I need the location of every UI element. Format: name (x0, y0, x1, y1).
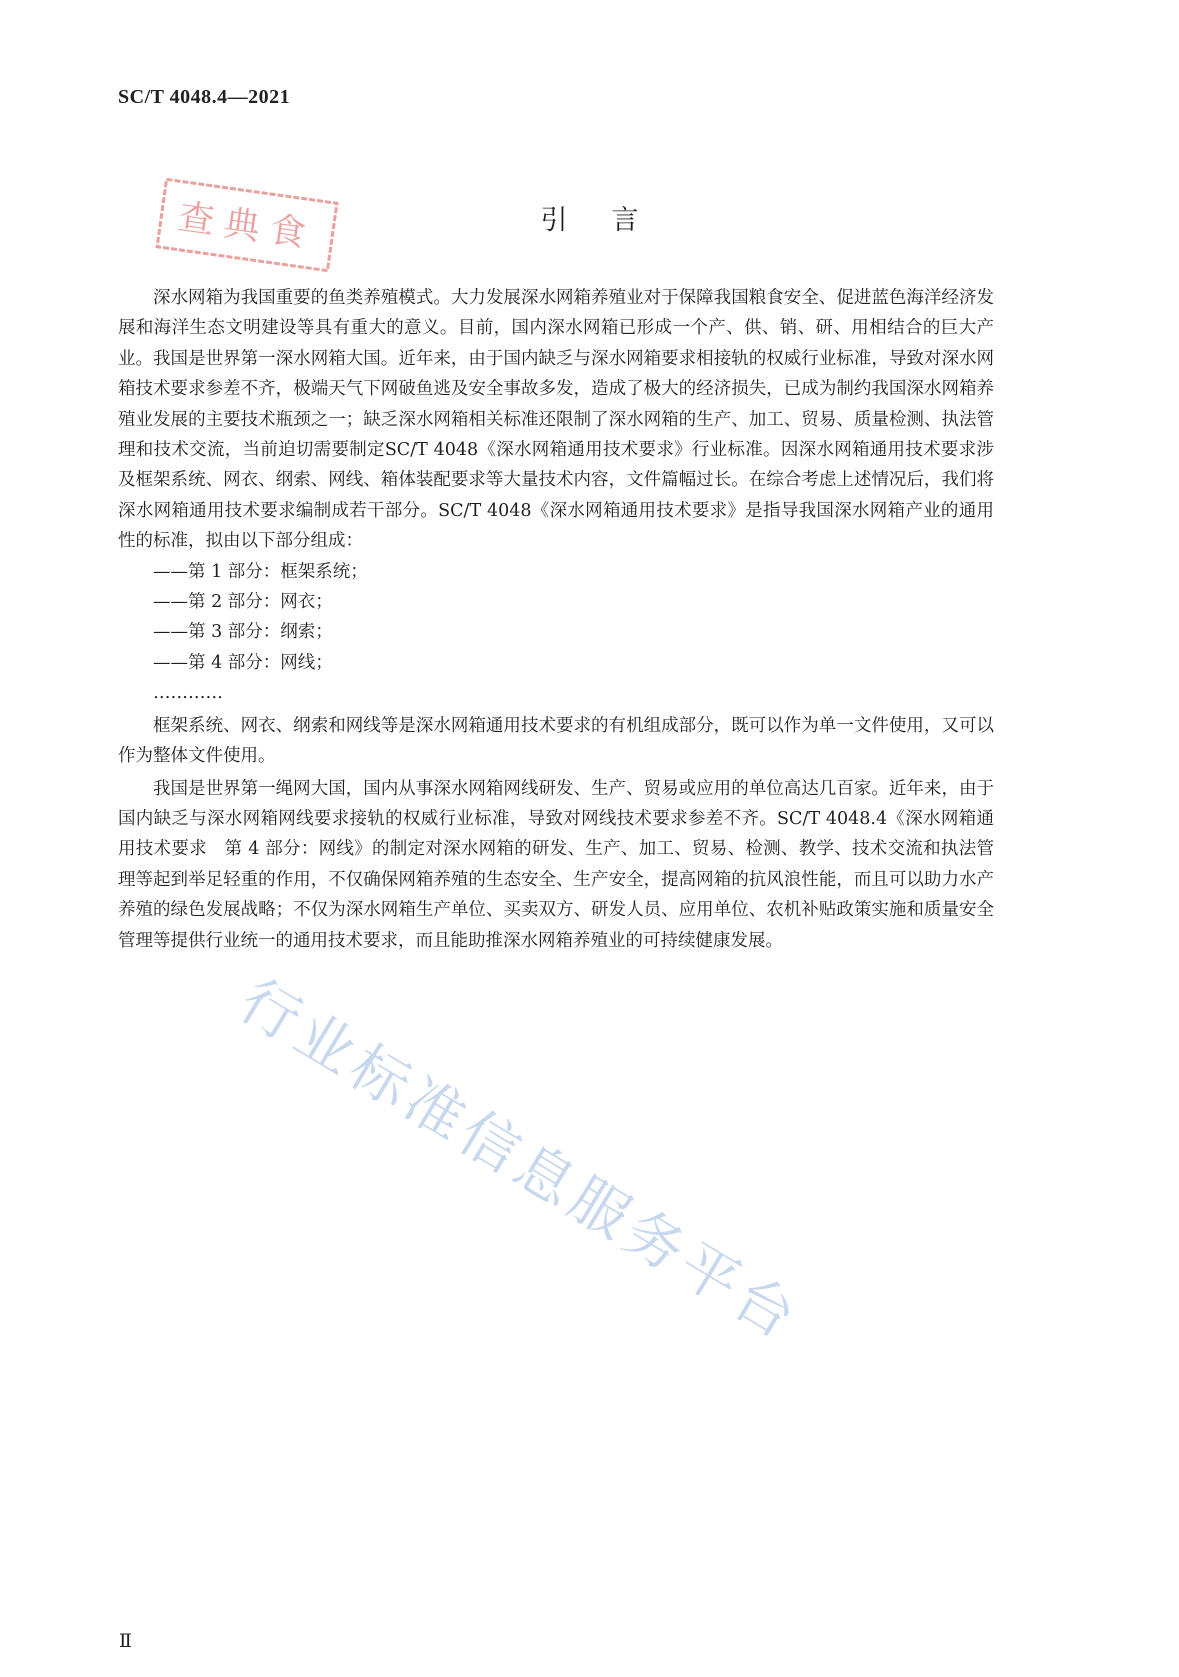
paragraph-intro: 深水网箱为我国重要的鱼类养殖模式。大力发展深水网箱养殖业对于保障我国粮食安全、促进蓝色海洋经济发展和海洋生态文明建设等具有重大的意义。目前，国内深水网箱已形成一个产、供、销、研、用相结合的巨大产业。我国是世界第一深水网箱大国。近年来，由于国内缺乏与深水网箱要求相接轨的权威行业标准，导致对深水网箱技术要求参差不齐，极端天气下网破鱼逃及安全事故多发，造成了极大的经济损失，已成为制约我国深水网箱养殖业发展的主要技术瓶颈之一；缺乏深水网箱相关标准还限制了深水网箱的生产、加工、贸易、质量检测、执法管理和技术交流，当前迫切需要制定SC/T 4048《深水网箱通用技术要求》行业标准。因深水网箱通用技术要求涉及框架系统、网衣、纲索、网线、箱体装配要求等大量技术内容，文件篇幅过长。在综合考虑上述情况后，我们将深水网箱通用技术要求编制成若干部分。SC/T 4048《深水网箱通用技术要求》是指导我国深水网箱产业的通用性的标准，拟由以下部分组成： (118, 288, 994, 552)
document-body (118, 283, 994, 956)
list-ellipsis: ………… (153, 683, 223, 704)
paragraph-net-twine: 我国是世界第一绳网大国，国内从事深水网箱网线研发、生产、贸易或应用的单位高达几百家。近年来，由于国内缺乏与深水网箱网线要求接轨的权威行业标准，导致对网线技术要求参差不齐。SC/T 4048.4《深水网箱通用技术要求 第 4 部分：网线》的制定对深水网箱的研发、生产、加工、贸易、检测、教学、技术交流和执法管理等起到举足轻重的作用，不仅确保网箱养殖的生态安全、生产安全，提高网箱的抗风浪性能，而且可以助力水产养殖的绿色发展战略；不仅为深水网箱生产单位、买卖双方、研发人员、应用单位、农机补贴政策实施和质量安全管理等提供行业统一的通用技术要求，而且能助推深水网箱养殖业的可持续健康发展。 (118, 778, 994, 951)
list-item-part-2: ——第 2 部分：网衣； (153, 592, 333, 613)
watermark: 行业标准信息服务平台 (228, 966, 812, 1355)
paragraph-components: 框架系统、网衣、纲索和网线等是深水网箱通用技术要求的有机组成部分，既可以作为单一文件使用，又可以作为整体文件使用。 (118, 715, 994, 767)
stamp-text: 查典食 (175, 196, 318, 257)
list-item-part-4: ——第 4 部分：网线； (153, 652, 333, 673)
standard-code: SC/T 4048.4—2021 (118, 86, 291, 108)
list-item-part-3: ——第 3 部分：纲索； (153, 622, 333, 643)
page-title: 引言 (540, 205, 683, 236)
page-number: Ⅱ (119, 1631, 132, 1652)
list-item-part-1: ——第 1 部分：框架系统； (153, 561, 368, 582)
